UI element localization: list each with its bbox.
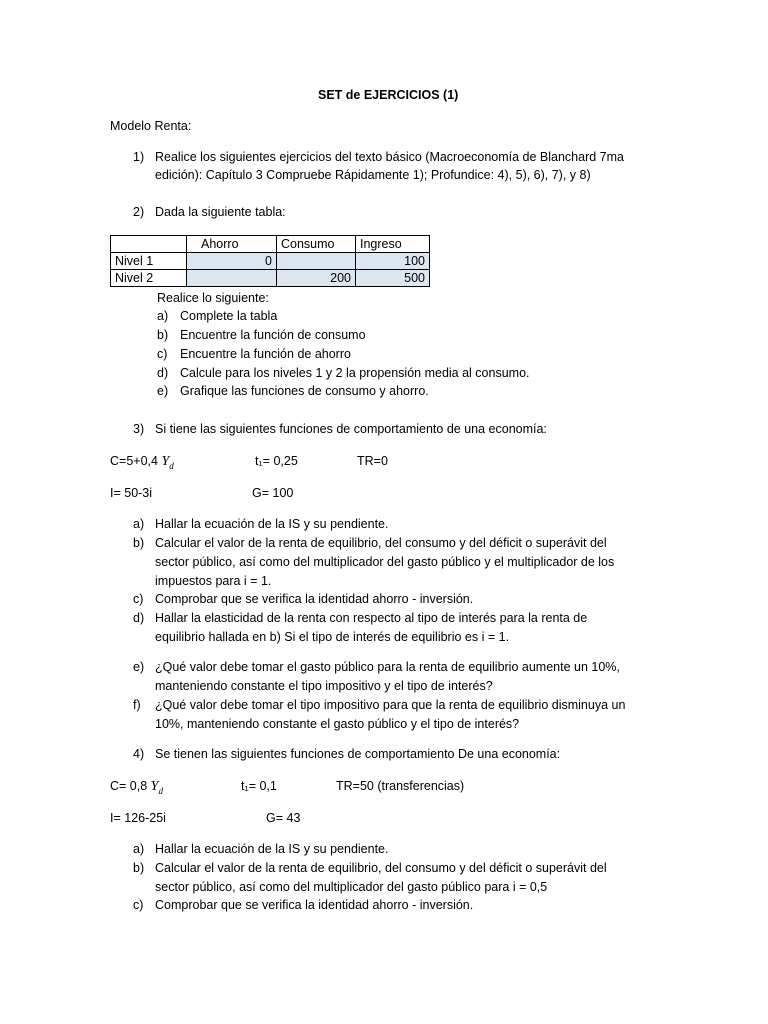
table-cell [187, 270, 277, 287]
list-item-label: c) [157, 347, 168, 361]
ex3-gov-spending: G= 100 [252, 486, 294, 500]
ex3-consumption-eq [110, 452, 174, 475]
list-item: Hallar la ecuación de la IS y su pendiente. [155, 842, 389, 856]
list-item-label: a) [133, 517, 145, 531]
list-item-label: f) [133, 698, 141, 712]
ex4-number: 4) [133, 747, 145, 761]
data-table [110, 235, 430, 287]
list-item-label: b) [157, 328, 169, 342]
table-cell: 500 [356, 270, 430, 287]
table-header-cell: Ahorro [187, 236, 277, 253]
table-cell: 200 [277, 270, 356, 287]
ex4-investment-eq: I= 126-25i [110, 811, 166, 825]
list-item: Encuentre la función de consumo [180, 328, 366, 342]
list-item-label: a) [133, 842, 145, 856]
list-item: Calcule para los niveles 1 y 2 la propensión media al consumo. [180, 366, 530, 380]
ex3-transfers: TR=0 [357, 454, 388, 468]
list-item: Comprobar que se verifica la identidad ahorro - inversión. [155, 898, 474, 912]
table-row [111, 270, 430, 287]
yd-symbol: $Y_d$ [150, 779, 163, 796]
list-item: sector público, así como del multiplicador del gasto público y el multiplicador de los [155, 555, 615, 569]
table-cell: Nivel 1 [111, 253, 187, 270]
list-item: Hallar la elasticidad de la renta con respecto al tipo de interés para la renta de [155, 611, 588, 625]
list-item: manteniendo constante el tipo impositivo y el tipo de interés? [155, 679, 493, 693]
list-item: Hallar la ecuación de la IS y su pendiente. [155, 517, 389, 531]
yd-symbol: $Y_d$ [161, 454, 174, 471]
ex4-gov-spending: G= 43 [266, 811, 301, 825]
list-item: Comprobar que se verifica la identidad ahorro - inversión. [155, 592, 474, 606]
section-heading: Modelo Renta: [110, 119, 192, 133]
ex3-investment-eq: I= 50-3i [110, 486, 153, 500]
ex2-text: Dada la siguiente tabla: [155, 205, 286, 219]
list-item: Encuentre la función de ahorro [180, 347, 351, 361]
ex1-text-line2: edición): Capítulo 3 Compruebe Rápidamente 1); Profundice: 4), 5), 6), 7), y 8) [155, 168, 591, 182]
table-header-row [111, 236, 430, 253]
table-cell: Nivel 2 [111, 270, 187, 287]
equation-text: C= 0,8 [110, 779, 148, 793]
table-row [111, 253, 430, 270]
equation-text: C=5+0,4 [110, 454, 158, 468]
list-item: Grafique las funciones de consumo y ahorro. [180, 384, 429, 398]
ex1-text-line1: Realice los siguientes ejercicios del texto básico (Macroeconomía de Blanchard 7ma [155, 150, 624, 164]
table-header-cell [111, 236, 187, 253]
ex4-tax-rate: t₁= 0,1 [241, 779, 277, 793]
page-title: SET de EJERCICIOS (1) [318, 88, 459, 102]
ex4-text: Se tienen las siguientes funciones de comportamiento De una economía: [155, 747, 561, 761]
ex4-transfers: TR=50 (transferencias) [336, 779, 465, 793]
table-header-cell: Consumo [277, 236, 356, 253]
list-item: Calcular el valor de la renta de equilibrio, del consumo y del déficit o superávit del [155, 536, 607, 550]
ex3-text: Si tiene las siguientes funciones de comportamiento de una economía: [155, 422, 547, 436]
list-item: impuestos para i = 1. [155, 574, 272, 588]
ex4-consumption-eq [110, 777, 163, 800]
list-item: equilibrio hallada en b) Si el tipo de interés de equilibrio es i = 1. [155, 630, 510, 644]
list-item-label: a) [157, 309, 169, 323]
list-item: Complete la tabla [180, 309, 278, 323]
list-item-label: b) [133, 861, 145, 875]
list-item: Calcular el valor de la renta de equilibrio, del consumo y del déficit o superávit del [155, 861, 607, 875]
table-header-cell: Ingreso [356, 236, 430, 253]
ex2-intro: Realice lo siguiente: [157, 291, 269, 305]
list-item: sector público, así como del multiplicador del gasto público para i = 0,5 [155, 880, 548, 894]
table-cell: 0 [187, 253, 277, 270]
list-item-label: c) [133, 898, 144, 912]
table-cell: 100 [356, 253, 430, 270]
list-item-label: d) [157, 366, 169, 380]
list-item-label: d) [133, 611, 145, 625]
ex2-number: 2) [133, 205, 145, 219]
list-item: ¿Qué valor debe tomar el tipo impositivo para que la renta de equilibrio disminuya un [155, 698, 626, 712]
ex1-number: 1) [133, 150, 145, 164]
list-item-label: e) [133, 660, 145, 674]
list-item-label: c) [133, 592, 144, 606]
list-item-label: b) [133, 536, 145, 550]
ex3-number: 3) [133, 422, 145, 436]
list-item: 10%, manteniendo constante el gasto público y el tipo de interés? [155, 717, 520, 731]
list-item: ¿Qué valor debe tomar el gasto público para la renta de equilibrio aumente un 10%, [155, 660, 620, 674]
table-cell [277, 253, 356, 270]
list-item-label: e) [157, 384, 169, 398]
ex3-tax-rate: t₁= 0,25 [255, 454, 298, 468]
